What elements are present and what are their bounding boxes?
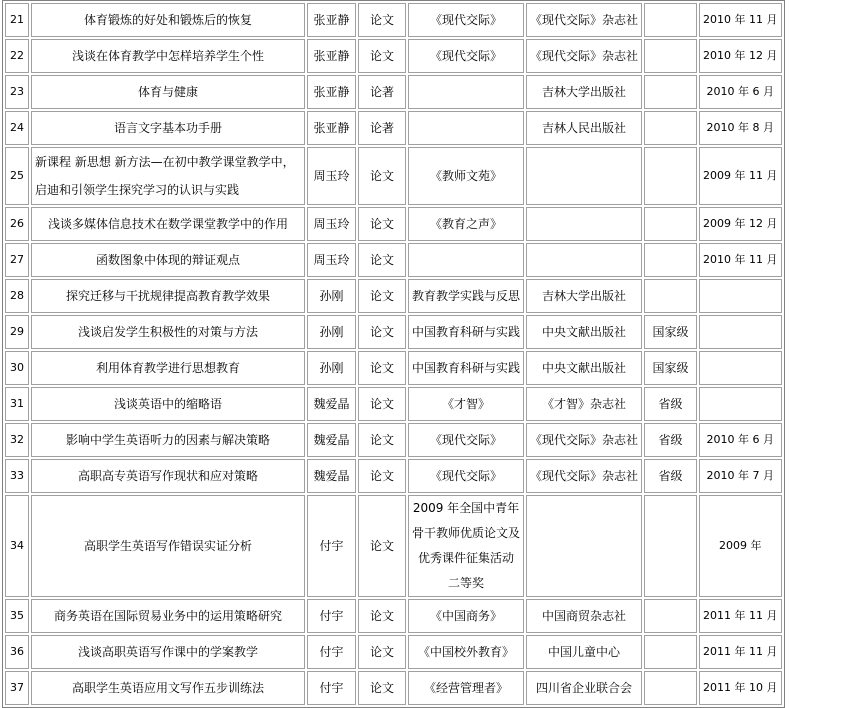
publish-date: 2010 年 6 月 [699,75,781,109]
publish-date [699,315,781,349]
table-row [5,279,782,313]
work-type: 论著 [358,75,406,109]
row-number: 36 [5,635,29,669]
row-number: 30 [5,351,29,385]
level: 国家级 [644,315,697,349]
publisher: 中国儿童中心 [526,635,642,669]
level [644,75,697,109]
publisher: 《现代交际》杂志社 [526,459,642,493]
row-number: 37 [5,671,29,705]
row-number: 21 [5,3,29,37]
publication: 《中国校外教育》 [408,635,524,669]
publish-date: 2010 年 6 月 [699,423,781,457]
paper-title: 商务英语在国际贸易业务中的运用策略研究 [31,599,305,633]
author: 张亚静 [307,39,356,73]
row-number: 31 [5,387,29,421]
publisher: 《现代交际》杂志社 [526,39,642,73]
publish-date: 2009 年 11 月 [699,147,781,205]
author: 周玉玲 [307,147,356,205]
row-number: 23 [5,75,29,109]
table-row [5,351,782,385]
table-body [5,3,782,705]
level [644,111,697,145]
author: 付宇 [307,671,356,705]
author: 魏爱晶 [307,387,356,421]
level: 省级 [644,423,697,457]
author: 付宇 [307,635,356,669]
publication: 中国教育科研与实践 [408,315,524,349]
row-number: 34 [5,495,29,597]
author: 周玉玲 [307,207,356,241]
row-number: 29 [5,315,29,349]
row-number: 27 [5,243,29,277]
publication: 2009 年全国中青年骨干教师优质论文及优秀课件征集活动 二等奖 [408,495,524,597]
publication: 《现代交际》 [408,459,524,493]
publisher: 吉林大学出版社 [526,75,642,109]
publish-date: 2011 年 11 月 [699,599,781,633]
paper-title: 高职高专英语写作现状和应对策略 [31,459,305,493]
paper-title: 浅谈高职英语写作课中的学案教学 [31,635,305,669]
table-row [5,111,782,145]
table-row [5,599,782,633]
publish-date [699,279,781,313]
row-number: 26 [5,207,29,241]
level [644,635,697,669]
level: 国家级 [644,351,697,385]
work-type: 论文 [358,279,406,313]
publication: 《经营管理者》 [408,671,524,705]
table-row [5,459,782,493]
table-row [5,39,782,73]
author: 孙刚 [307,315,356,349]
publisher: 中央文献出版社 [526,351,642,385]
work-type: 论著 [358,111,406,145]
level: 省级 [644,387,697,421]
table-row [5,75,782,109]
table-row [5,315,782,349]
paper-title: 体育锻炼的好处和锻炼后的恢复 [31,3,305,37]
work-type: 论文 [358,147,406,205]
work-type: 论文 [358,459,406,493]
work-type: 论文 [358,671,406,705]
publication: 《教育之声》 [408,207,524,241]
author: 张亚静 [307,111,356,145]
row-number: 28 [5,279,29,313]
row-number: 25 [5,147,29,205]
level [644,599,697,633]
table-row [5,423,782,457]
paper-title: 浅谈启发学生积极性的对策与方法 [31,315,305,349]
publisher [526,243,642,277]
publisher: 《现代交际》杂志社 [526,3,642,37]
publish-date [699,387,781,421]
publisher: 吉林大学出版社 [526,279,642,313]
paper-title: 浅谈在体育教学中怎样培养学生个性 [31,39,305,73]
level [644,39,697,73]
work-type: 论文 [358,39,406,73]
author: 张亚静 [307,3,356,37]
publish-date: 2010 年 7 月 [699,459,781,493]
row-number: 33 [5,459,29,493]
publication [408,111,524,145]
author: 魏爱晶 [307,423,356,457]
author: 孙刚 [307,279,356,313]
author: 张亚静 [307,75,356,109]
publish-date: 2010 年 12 月 [699,39,781,73]
table-row [5,495,782,597]
paper-title: 函数图象中体现的辩证观点 [31,243,305,277]
paper-title: 浅谈英语中的缩略语 [31,387,305,421]
publications-table [2,0,785,708]
level [644,147,697,205]
row-number: 22 [5,39,29,73]
work-type: 论文 [358,387,406,421]
work-type: 论文 [358,243,406,277]
publication: 《才智》 [408,387,524,421]
publisher [526,495,642,597]
paper-title: 影响中学生英语听力的因素与解决策略 [31,423,305,457]
work-type: 论文 [358,423,406,457]
table-row [5,207,782,241]
table-row [5,147,782,205]
publish-date: 2011 年 11 月 [699,635,781,669]
table-row [5,635,782,669]
author: 付宇 [307,599,356,633]
publication: 《教师文苑》 [408,147,524,205]
table-row [5,387,782,421]
table-row [5,3,782,37]
author: 孙刚 [307,351,356,385]
author: 付宇 [307,495,356,597]
work-type: 论文 [358,351,406,385]
row-number: 24 [5,111,29,145]
publish-date: 2010 年 8 月 [699,111,781,145]
publication: 中国教育科研与实践 [408,351,524,385]
level [644,3,697,37]
level [644,495,697,597]
level [644,207,697,241]
publisher [526,207,642,241]
publish-date: 2009 年 [699,495,781,597]
paper-title: 体育与健康 [31,75,305,109]
work-type: 论文 [358,635,406,669]
publication: 《现代交际》 [408,39,524,73]
publish-date: 2011 年 10 月 [699,671,781,705]
publication: 《中国商务》 [408,599,524,633]
publisher: 中国商贸杂志社 [526,599,642,633]
paper-title: 高职学生英语应用文写作五步训练法 [31,671,305,705]
publication: 《现代交际》 [408,423,524,457]
author: 周玉玲 [307,243,356,277]
publish-date: 2009 年 12 月 [699,207,781,241]
paper-title: 浅谈多媒体信息技术在数学课堂教学中的作用 [31,207,305,241]
publication [408,75,524,109]
publish-date [699,351,781,385]
work-type: 论文 [358,3,406,37]
publisher: 《现代交际》杂志社 [526,423,642,457]
level [644,671,697,705]
paper-title: 高职学生英语写作错误实证分析 [31,495,305,597]
paper-title: 利用体育教学进行思想教育 [31,351,305,385]
publication: 教育教学实践与反思 [408,279,524,313]
level: 省级 [644,459,697,493]
level [644,243,697,277]
publish-date: 2010 年 11 月 [699,3,781,37]
publisher: 《才智》杂志社 [526,387,642,421]
paper-title: 语言文字基本功手册 [31,111,305,145]
work-type: 论文 [358,207,406,241]
publication: 《现代交际》 [408,3,524,37]
publish-date: 2010 年 11 月 [699,243,781,277]
work-type: 论文 [358,599,406,633]
work-type: 论文 [358,315,406,349]
paper-title: 探究迁移与干扰规律提高教育教学效果 [31,279,305,313]
publication [408,243,524,277]
publisher [526,147,642,205]
publisher: 吉林人民出版社 [526,111,642,145]
row-number: 32 [5,423,29,457]
paper-title: 新课程 新思想 新方法—在初中教学课堂教学中，启迪和引领学生探究学习的认识与实践 [31,147,305,205]
table-row [5,243,782,277]
publisher: 四川省企业联合会 [526,671,642,705]
author: 魏爱晶 [307,459,356,493]
work-type: 论文 [358,495,406,597]
publisher: 中央文献出版社 [526,315,642,349]
row-number: 35 [5,599,29,633]
level [644,279,697,313]
table-row [5,671,782,705]
